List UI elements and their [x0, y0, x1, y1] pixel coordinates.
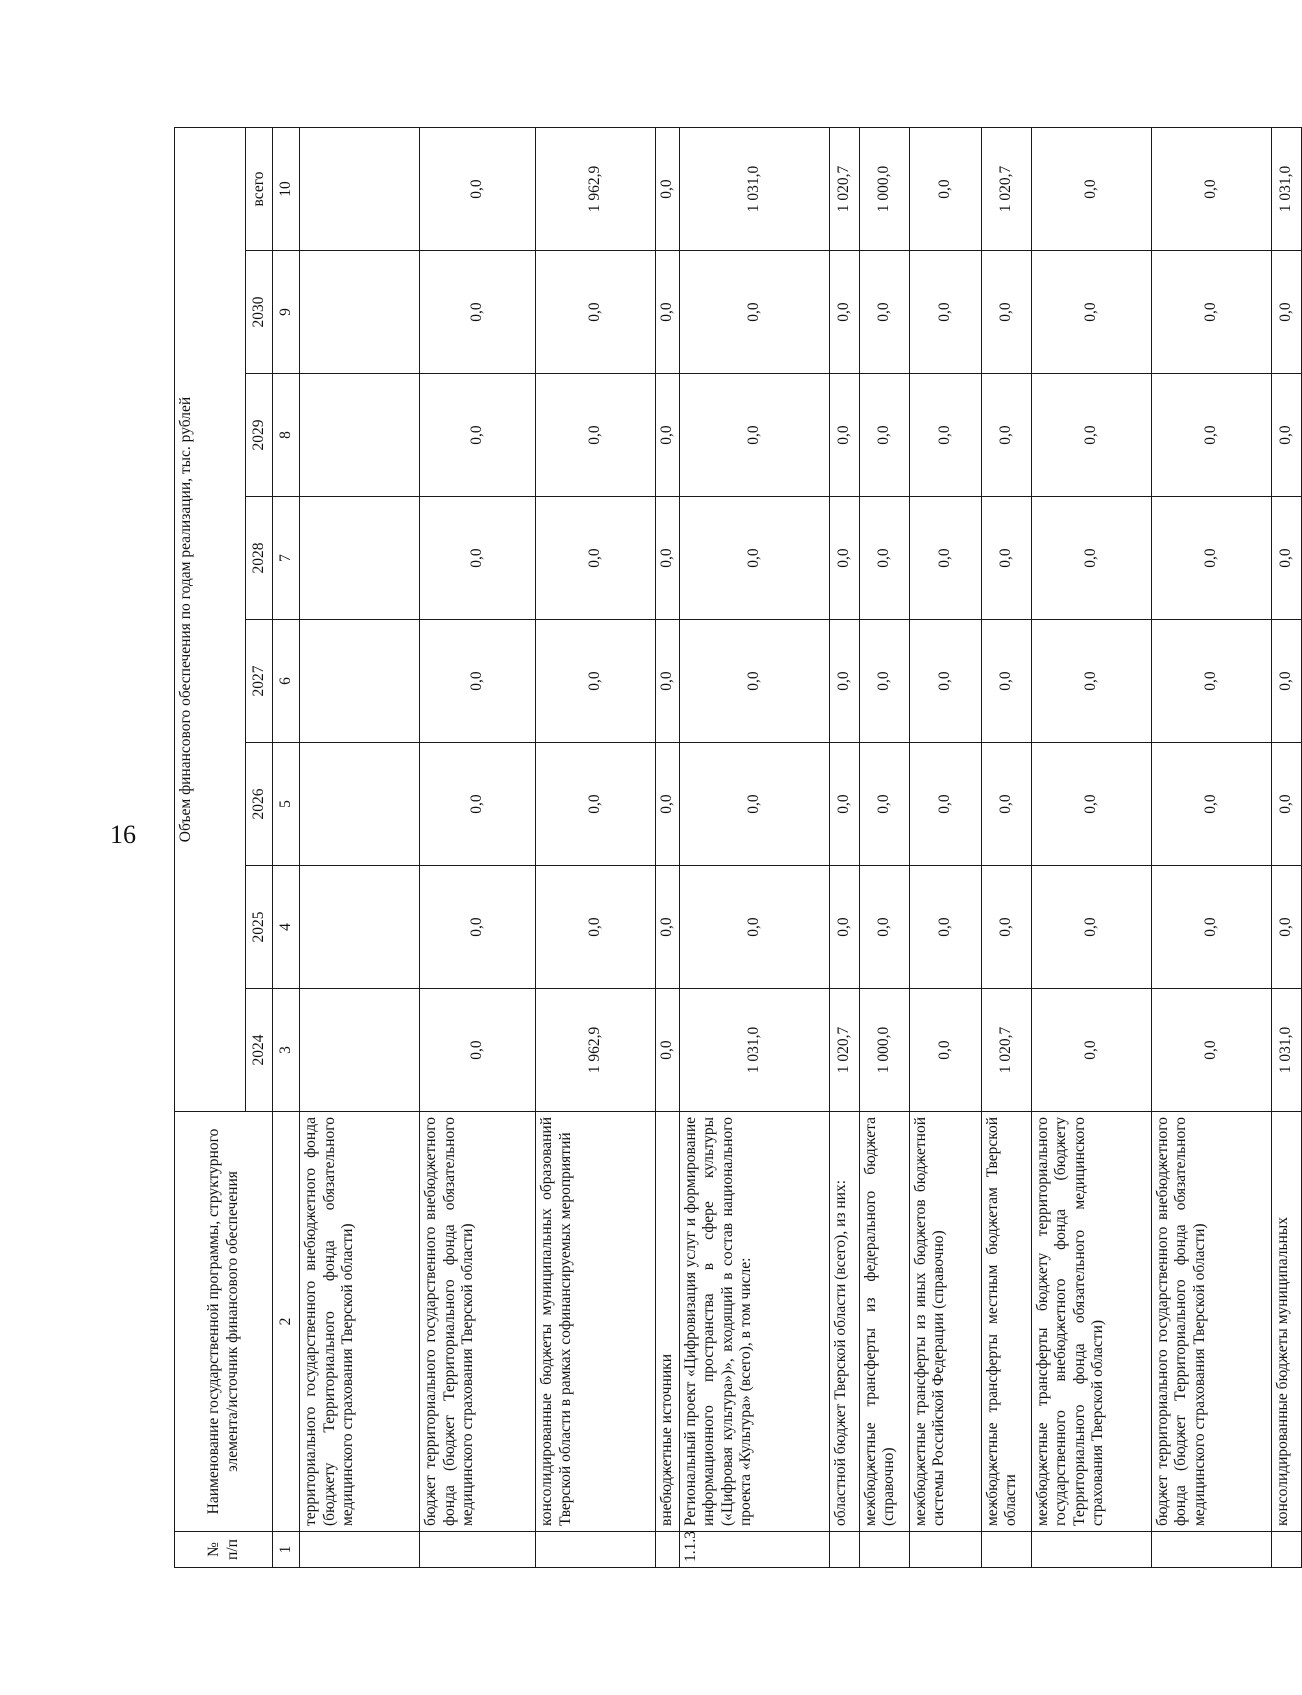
- value-cell: 0,0: [909, 497, 981, 620]
- value-cell: 1 020,7: [829, 128, 859, 251]
- column-number: 3: [273, 989, 300, 1112]
- value-cell: 0,0: [656, 128, 680, 251]
- value-cell: 0,0: [1151, 374, 1271, 497]
- value-cell: [300, 743, 420, 866]
- value-cell: 0,0: [420, 743, 536, 866]
- value-cell: 0,0: [420, 251, 536, 374]
- value-cell: 0,0: [1151, 620, 1271, 743]
- value-cell: 0,0: [981, 620, 1031, 743]
- header-volume: Объем финансового обеспечения по годам реализации, тыс. рублей: [175, 128, 246, 1112]
- value-cell: 0,0: [1271, 251, 1301, 374]
- table-row: [1151, 128, 1271, 1568]
- table-row: [420, 128, 536, 1568]
- value-cell: 0,0: [981, 251, 1031, 374]
- value-cell: 0,0: [1031, 620, 1151, 743]
- header-year: 2026: [246, 743, 273, 866]
- value-cell: 0,0: [1031, 128, 1151, 251]
- value-cell: 0,0: [829, 866, 859, 989]
- value-cell: 0,0: [909, 989, 981, 1112]
- row-number: [1151, 1532, 1271, 1568]
- value-cell: 0,0: [1151, 497, 1271, 620]
- value-cell: 0,0: [909, 251, 981, 374]
- value-cell: 0,0: [1151, 251, 1271, 374]
- row-name: областной бюджет Тверской области (всего), из них:: [829, 1112, 859, 1532]
- value-cell: 0,0: [420, 866, 536, 989]
- header-year: 2029: [246, 374, 273, 497]
- value-cell: 0,0: [420, 989, 536, 1112]
- row-number: [656, 1532, 680, 1568]
- value-cell: 0,0: [656, 251, 680, 374]
- row-name: межбюджетные трансферты из федерального бюджета (справочно): [859, 1112, 909, 1532]
- value-cell: 0,0: [1271, 743, 1301, 866]
- value-cell: 1 031,0: [1271, 128, 1301, 251]
- row-name: территориального государственного внебюджетного фонда (бюджету Территориального фонда обязательного медицинского страхования Тверской области): [300, 1112, 420, 1532]
- page-number: 16: [110, 820, 136, 849]
- value-cell: [300, 128, 420, 251]
- column-number: 8: [273, 374, 300, 497]
- row-number: [536, 1532, 656, 1568]
- value-cell: 0,0: [1031, 374, 1151, 497]
- column-number: 2: [273, 1112, 300, 1532]
- column-number: 7: [273, 497, 300, 620]
- financing-table: [174, 127, 1302, 1568]
- value-cell: 0,0: [1031, 866, 1151, 989]
- value-cell: 0,0: [420, 620, 536, 743]
- row-number: [1271, 1532, 1301, 1568]
- value-cell: 0,0: [909, 866, 981, 989]
- value-cell: 0,0: [536, 497, 656, 620]
- row-name: Региональный проект «Цифровизация услуг и формирование информационного пространства в сфере культуры («Цифровая культура»)», входящий в состав национального проекта «Культура» (всего), в том числе:: [679, 1112, 829, 1532]
- value-cell: 0,0: [1271, 374, 1301, 497]
- header-year: 2030: [246, 251, 273, 374]
- value-cell: [300, 620, 420, 743]
- value-cell: 0,0: [1151, 128, 1271, 251]
- column-number: 5: [273, 743, 300, 866]
- table-row: [300, 128, 420, 1568]
- table-row: [536, 128, 656, 1568]
- value-cell: 1 962,9: [536, 128, 656, 251]
- table-row: [656, 128, 680, 1568]
- value-cell: 0,0: [536, 743, 656, 866]
- table-row: [1271, 128, 1301, 1568]
- value-cell: 1 031,0: [1271, 989, 1301, 1112]
- table-row: [1031, 128, 1151, 1568]
- value-cell: [300, 251, 420, 374]
- value-cell: 0,0: [679, 497, 829, 620]
- column-number: 9: [273, 251, 300, 374]
- value-cell: 0,0: [420, 497, 536, 620]
- value-cell: 0,0: [909, 743, 981, 866]
- header-year: 2024: [246, 989, 273, 1112]
- value-cell: 0,0: [909, 620, 981, 743]
- value-cell: 1 962,9: [536, 989, 656, 1112]
- header-num: № п/п: [175, 1532, 273, 1568]
- value-cell: 0,0: [536, 251, 656, 374]
- value-cell: 0,0: [1031, 251, 1151, 374]
- row-number: [300, 1532, 420, 1568]
- value-cell: 0,0: [656, 989, 680, 1112]
- value-cell: [300, 866, 420, 989]
- value-cell: 0,0: [859, 374, 909, 497]
- column-number: 1: [273, 1532, 300, 1568]
- value-cell: 0,0: [859, 866, 909, 989]
- value-cell: 0,0: [679, 374, 829, 497]
- row-number: [829, 1532, 859, 1568]
- value-cell: 0,0: [829, 251, 859, 374]
- value-cell: 0,0: [1271, 620, 1301, 743]
- value-cell: 0,0: [859, 620, 909, 743]
- header-year: 2028: [246, 497, 273, 620]
- value-cell: 0,0: [679, 743, 829, 866]
- value-cell: 0,0: [1271, 866, 1301, 989]
- value-cell: 0,0: [656, 497, 680, 620]
- table-row: [829, 128, 859, 1568]
- value-cell: 0,0: [536, 374, 656, 497]
- row-name: межбюджетные трансферты из иных бюджетов бюджетной системы Российской Федерации (справочно): [909, 1112, 981, 1532]
- value-cell: 1 000,0: [859, 989, 909, 1112]
- value-cell: 1 031,0: [679, 989, 829, 1112]
- value-cell: 0,0: [679, 866, 829, 989]
- value-cell: 0,0: [981, 743, 1031, 866]
- value-cell: 0,0: [829, 743, 859, 866]
- value-cell: 0,0: [536, 866, 656, 989]
- value-cell: 1 020,7: [981, 128, 1031, 251]
- value-cell: 0,0: [859, 251, 909, 374]
- value-cell: 1 000,0: [859, 128, 909, 251]
- row-number: [859, 1532, 909, 1568]
- value-cell: 0,0: [859, 497, 909, 620]
- value-cell: 0,0: [981, 866, 1031, 989]
- table-row: [679, 128, 829, 1568]
- table-row: [909, 128, 981, 1568]
- row-name: бюджет территориального государственного внебюджетного фонда (бюджет Территориального фонда обязательного медицинского страхования Тверской области): [1151, 1112, 1271, 1532]
- value-cell: 0,0: [829, 374, 859, 497]
- value-cell: 0,0: [981, 374, 1031, 497]
- value-cell: 1 020,7: [981, 989, 1031, 1112]
- value-cell: 0,0: [656, 743, 680, 866]
- value-cell: 0,0: [420, 374, 536, 497]
- row-number: 1.1.3: [679, 1532, 829, 1568]
- row-number: [909, 1532, 981, 1568]
- value-cell: [300, 497, 420, 620]
- value-cell: 1 020,7: [829, 989, 859, 1112]
- value-cell: 0,0: [1031, 743, 1151, 866]
- header-year: всего: [246, 128, 273, 251]
- column-number: 4: [273, 866, 300, 989]
- row-name: консолидированные бюджеты муниципальных образований Тверской области в рамках софинансируемых мероприятий: [536, 1112, 656, 1532]
- table-row: [859, 128, 909, 1568]
- value-cell: 0,0: [656, 866, 680, 989]
- value-cell: 0,0: [1031, 497, 1151, 620]
- value-cell: 0,0: [981, 497, 1031, 620]
- value-cell: 0,0: [679, 251, 829, 374]
- value-cell: 0,0: [859, 743, 909, 866]
- header-year: 2025: [246, 866, 273, 989]
- row-name: бюджет территориального государственного внебюджетного фонда (бюджет Территориального фонда обязательного медицинского страхования Тверской области): [420, 1112, 536, 1532]
- rotated-table-container: [174, 128, 1294, 1568]
- header-year: 2027: [246, 620, 273, 743]
- value-cell: 0,0: [909, 374, 981, 497]
- value-cell: [300, 989, 420, 1112]
- value-cell: 0,0: [1031, 989, 1151, 1112]
- value-cell: 0,0: [1151, 866, 1271, 989]
- row-name: консолидированные бюджеты муниципальных: [1271, 1112, 1301, 1532]
- row-name: межбюджетные трансферты местным бюджетам Тверской области: [981, 1112, 1031, 1532]
- value-cell: 0,0: [1151, 989, 1271, 1112]
- column-number: 10: [273, 128, 300, 251]
- row-number: [420, 1532, 536, 1568]
- value-cell: 0,0: [829, 497, 859, 620]
- table-row: [981, 128, 1031, 1568]
- header-name: Наименование государственной программы, структурного элемента/источник финансового обеспечения: [175, 1112, 273, 1532]
- value-cell: 0,0: [909, 128, 981, 251]
- value-cell: [300, 374, 420, 497]
- row-number: [1031, 1532, 1151, 1568]
- value-cell: 0,0: [1151, 743, 1271, 866]
- column-number: 6: [273, 620, 300, 743]
- row-name: внебюджетные источники: [656, 1112, 680, 1532]
- value-cell: 0,0: [536, 620, 656, 743]
- row-number: [981, 1532, 1031, 1568]
- value-cell: 0,0: [420, 128, 536, 251]
- value-cell: 1 031,0: [679, 128, 829, 251]
- value-cell: 0,0: [656, 374, 680, 497]
- value-cell: 0,0: [679, 620, 829, 743]
- row-name: межбюджетные трансферты бюджету территориального государственного внебюджетного фонда (бюджету Территориального фонда обязательного медицинского страхования Тверской области): [1031, 1112, 1151, 1532]
- value-cell: 0,0: [656, 620, 680, 743]
- value-cell: 0,0: [1271, 497, 1301, 620]
- value-cell: 0,0: [829, 620, 859, 743]
